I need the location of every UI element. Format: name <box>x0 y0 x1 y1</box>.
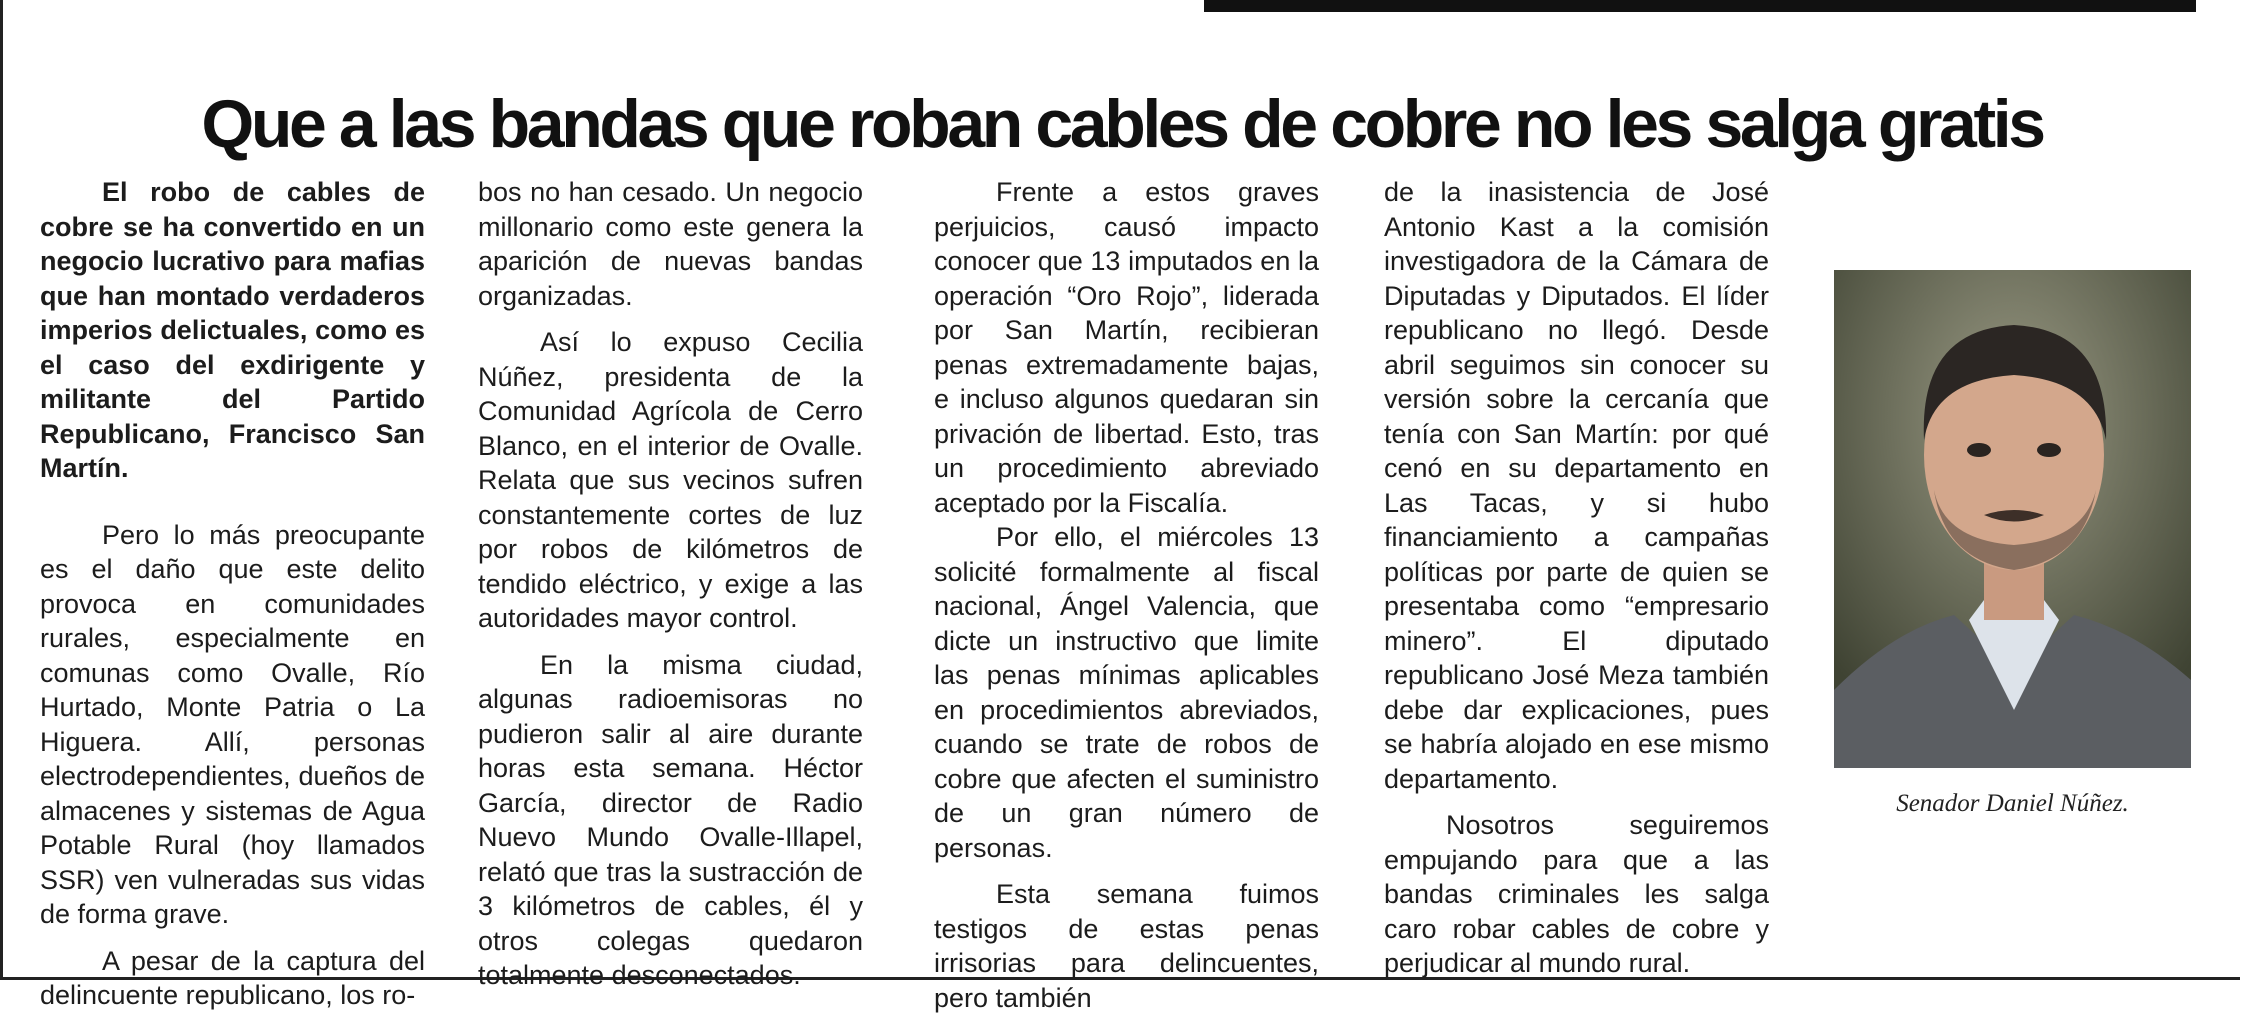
column-2 <box>478 175 863 993</box>
paragraph: Pero lo más preocupante es el daño que este delito provoca en comunidades rurales, especialmente en comunas como Ovalle, Río Hurtado, Monte Patria o La Higuera. Allí, personas electrodependientes, dueños de almacenes y sistemas de Agua Potable Rural (hoy llamados SSR) ven vulneradas sus vidas de forma grave. <box>40 519 425 929</box>
paragraph: En la misma ciudad, algunas radioemisoras no pudieron salir al aire durante horas esta semana. Héctor García, director de Radio Nuevo Mundo Ovalle-Illapel, relató que tras la sustracción de 3 kilómetros de cables, él y otros colegas quedaron totalmente desconectados. <box>478 649 863 990</box>
paragraph: El robo de cables de cobre se ha convertido en un negocio lucrativo para mafias que han montado verdaderos imperios delictuales, como es el caso del exdirigente y militante del Partido Republicano, Francisco San Martín. <box>40 177 425 483</box>
paragraph: A pesar de la captura del delincuente republicano, los ro- <box>40 945 425 1010</box>
paragraph: Esta semana fuimos testigos de estas penas irrisorias para delincuentes, pero también <box>934 879 1319 1013</box>
column-1 <box>40 175 425 1013</box>
paragraph: Así lo expuso Cecilia Núñez, presidenta de la Comunidad Agrícola de Cerro Blanco, en el interior de Ovalle. Relata que sus vecinos sufren constantemente cortes de luz por robos de kilómetros de tendido eléctrico, y exige a las autoridades mayor control. <box>478 327 863 633</box>
paragraph: de la inasistencia de José Antonio Kast a la comisión investigadora de la Cámara de Diputadas y Diputados. El líder republicano no llegó. Desde abril seguimos sin conocer su versión sobre la cercanía que tenía con San Martín: por qué cenó en su departamento en Las Tacas, y si hubo financiamiento a campañas políticas por parte de quien se presentaba como “empresario minero”. El diputado republicano José Meza también debe dar explicaciones, pues se habría alojado en ese mismo departamento. <box>1384 177 1769 794</box>
photo-caption: Senador Daniel Núñez. <box>1896 790 2129 817</box>
column-4 <box>1384 175 1769 981</box>
paragraph: Frente a estos graves perjuicios, causó impacto conocer que 13 imputados en la operación “Oro Rojo”, liderada por San Martín, recibieran penas extremadamente bajas, e incluso algunos quedaran sin privación de libertad. Esto, tras un procedimiento abreviado aceptado por la Fiscalía. <box>934 177 1319 518</box>
portrait-illustration <box>1834 270 2191 768</box>
paragraph: Nosotros seguiremos empujando para que a las bandas criminales les salga caro robar cables de cobre y perjudicar al mundo rural. <box>1384 810 1769 978</box>
paragraph: Por ello, el miércoles 13 solicité formalmente al fiscal nacional, Ángel Valencia, que dicte un instructivo que limite las penas mínimas aplicables en procedimientos abreviados, cuando se trate de robos de cobre que afecten el suministro de un gran número de personas. <box>934 522 1319 863</box>
headline: Que a las bandas que roban cables de cobre no les salga gratis <box>201 85 2043 162</box>
column-3 <box>934 175 1319 1015</box>
top-rule <box>1204 0 2196 12</box>
portrait-photo <box>1834 270 2191 768</box>
paragraph: bos no han cesado. Un negocio millonario como este genera la aparición de nuevas bandas organizadas. <box>478 177 863 311</box>
